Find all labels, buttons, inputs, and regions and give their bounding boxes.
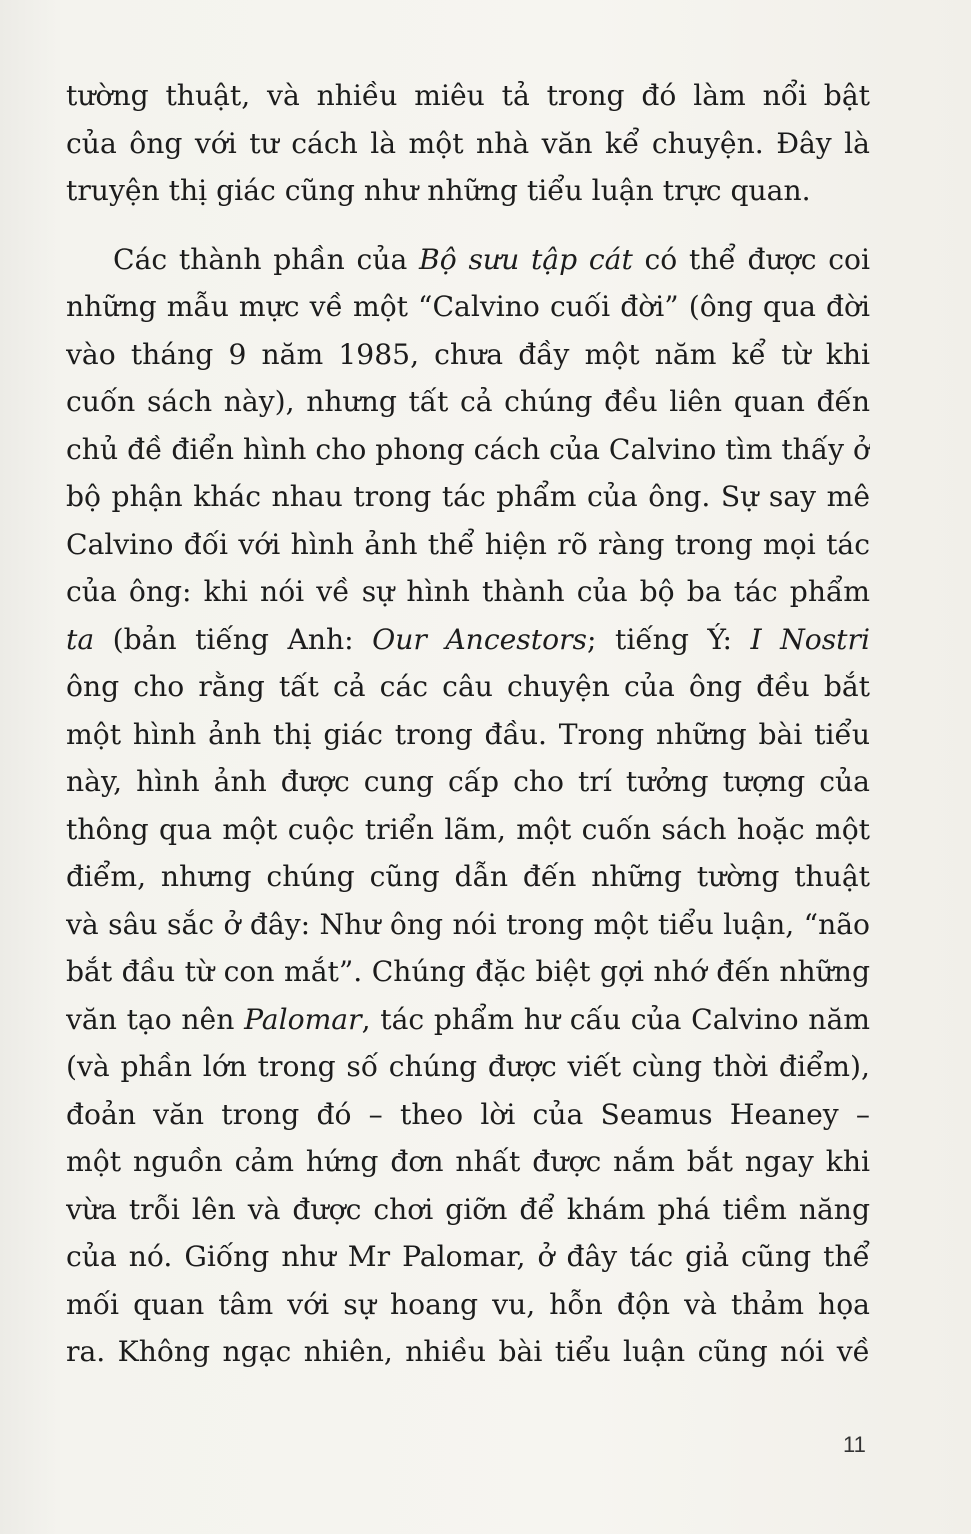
page-number: 11 (843, 1432, 866, 1457)
text-line: Các thành phần của Bộ sưu tập cát có thể được coi (113, 242, 870, 276)
text-line: mối quan tâm với sự hoang vu, hỗn độn và thảm họa (66, 1287, 870, 1321)
body-text (66, 72, 870, 1376)
text-line: đoản văn trong đó – theo lời của Seamus Heaney – (66, 1097, 870, 1131)
text-line: (và phần lớn trong số chúng được viết cùng thời điểm), (66, 1050, 870, 1083)
text-line: và sâu sắc ở đây: Như ông nói trong một tiểu luận, “não (66, 907, 870, 941)
text-line: Calvino đối với hình ảnh thể hiện rõ ràng trong mọi tác (66, 527, 870, 561)
text-line: của ông với tư cách là một nhà văn kể chuyện. Đây là (66, 126, 870, 160)
text-line: ta (bản tiếng Anh: Our Ancestors; tiếng Ý: I Nostri (66, 616, 870, 664)
text-line: điểm, nhưng chúng cũng dẫn đến những tường thuật (66, 860, 870, 893)
text-line: của ông: khi nói về sự hình thành của bộ ba tác phẩm (66, 575, 870, 608)
paragraph-gap (66, 215, 870, 236)
text-line: một hình ảnh thị giác trong đầu. Trong những bài tiểu (66, 717, 870, 751)
text-line: này, hình ảnh được cung cấp cho trí tưởng tượng của (66, 765, 870, 798)
text-line: ra. Không ngạc nhiên, nhiều bài tiểu luận cũng nói về (66, 1335, 870, 1368)
book-title: Bộ sưu tập cát (419, 242, 633, 276)
text-line: cuốn sách này), nhưng tất cả chúng đều liên quan đến (66, 385, 870, 418)
text-line: ông cho rằng tất cả các câu chuyện của ông đều bắt (66, 670, 870, 703)
text-line: vào tháng 9 năm 1985, chưa đầy một năm kể từ khi (66, 337, 870, 371)
text-line: vừa trỗi lên và được chơi giỡn để khám phá tiềm năng (66, 1192, 870, 1226)
text-line: truyện thị giác cũng như những tiểu luận trực quan. (66, 174, 811, 207)
text-line: tường thuật, và nhiều miêu tả trong đó làm nổi bật (66, 79, 870, 112)
text-line: thông qua một cuộc triển lãm, một cuốn sách hoặc một (66, 812, 870, 846)
text-line: văn tạo nên Palomar, tác phẩm hư cấu của Calvino năm (66, 1002, 870, 1036)
book-title: Our Ancestors (372, 622, 588, 656)
text-line: bộ phận khác nhau trong tác phẩm của ông. Sự say mê (66, 480, 870, 513)
book-title: ta (66, 622, 95, 656)
text-line: những mẫu mực về một “Calvino cuối đời” (ông qua đời (66, 290, 870, 323)
book-title: Palomar (244, 1002, 362, 1036)
text-line: của nó. Giống như Mr Palomar, ở đây tác giả cũng thể (66, 1240, 870, 1273)
text-line: một nguồn cảm hứng đơn nhất được nắm bắt ngay khi (66, 1145, 870, 1178)
book-title: I Nostri (750, 622, 870, 656)
text-line: chủ đề điển hình cho phong cách của Calvino tìm thấy ở (66, 432, 870, 466)
text-line: bắt đầu từ con mắt”. Chúng đặc biệt gợi nhớ đến những (66, 955, 870, 988)
